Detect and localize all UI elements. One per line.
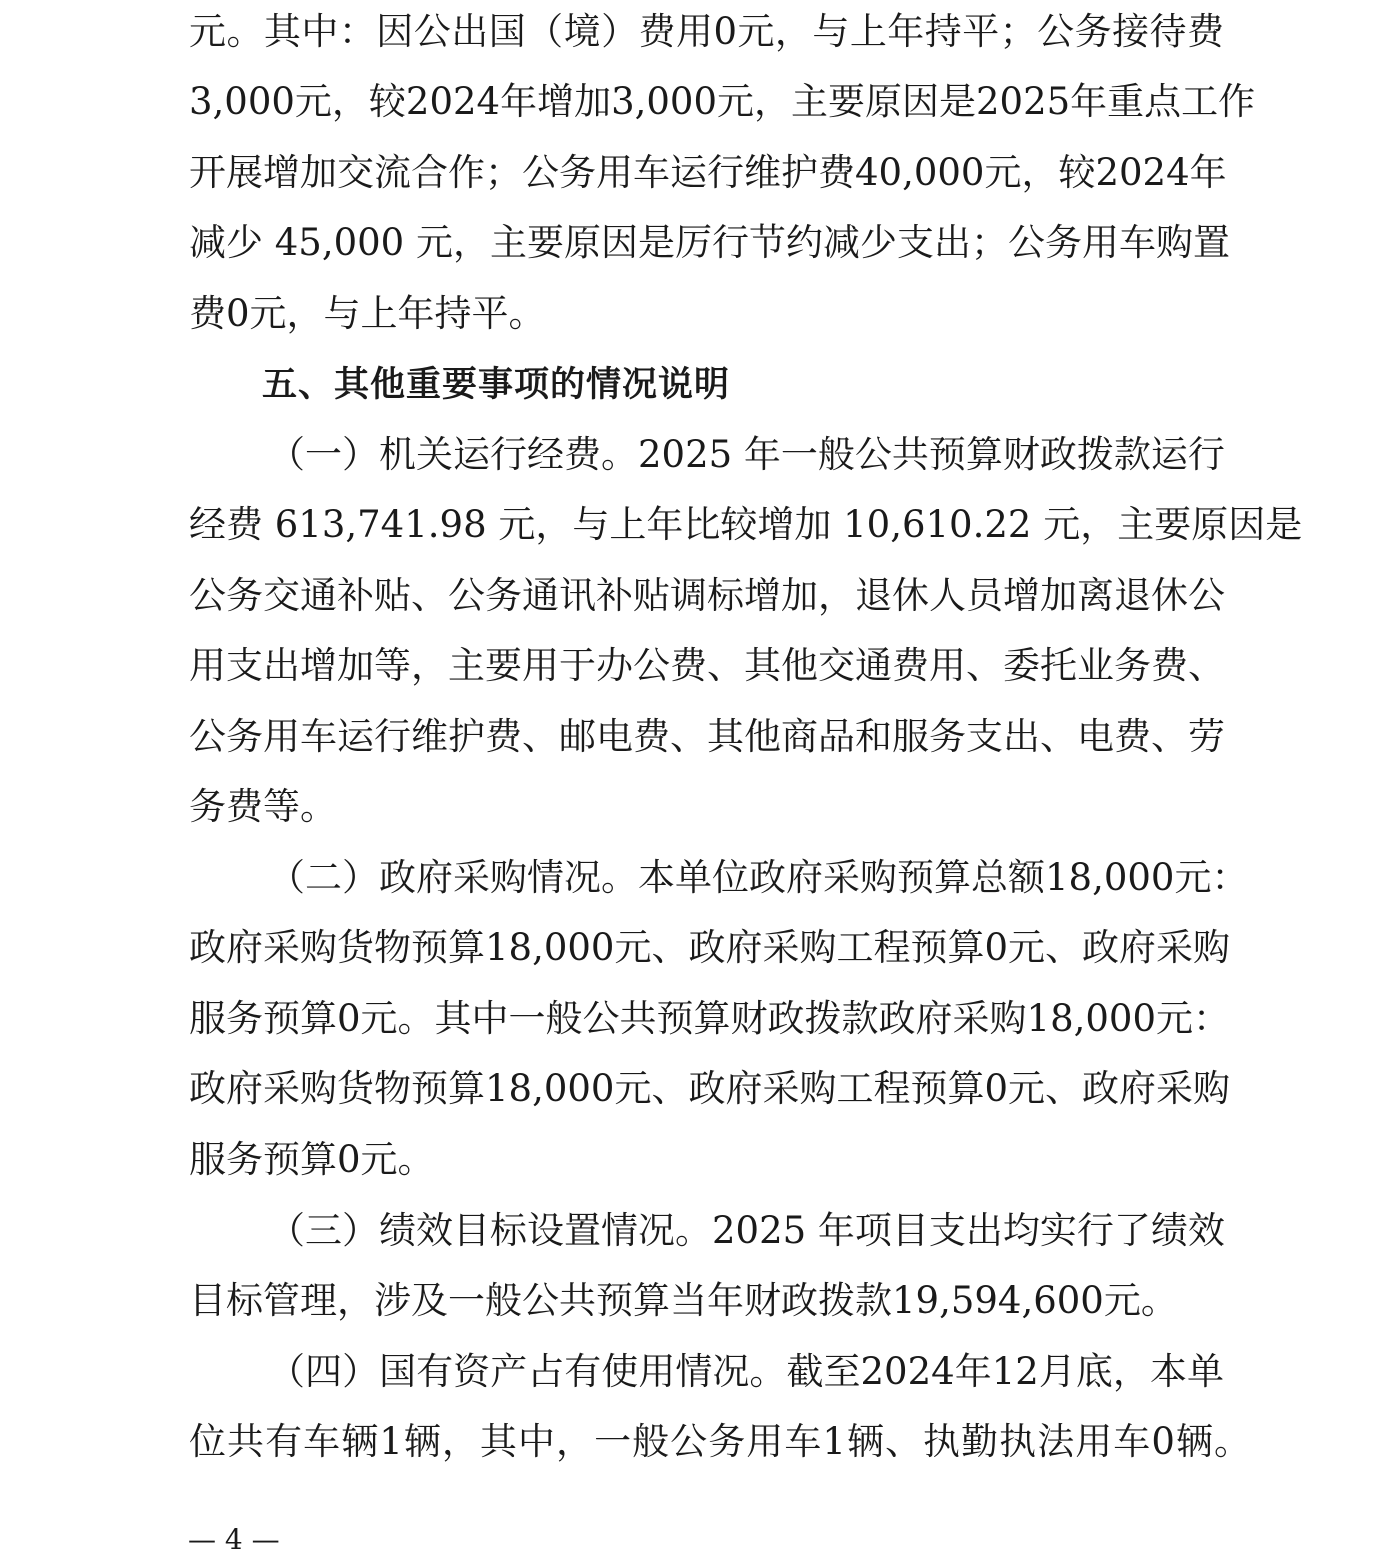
- paragraph-line: 3,000元，较2024年增加3,000元，主要原因是2025年重点工作: [189, 80, 1256, 123]
- paragraph-line: 务费等。: [189, 785, 337, 828]
- paragraph-line: 政府采购货物预算18,000元、政府采购工程预算0元、政府采购: [189, 1067, 1231, 1110]
- paragraph-line: 位共有车辆1辆，其中，一般公务用车1辆、执勤执法用车0辆。: [189, 1420, 1251, 1463]
- paragraph-line: 元。其中：因公出国（境）费用0元，与上年持平；公务接待费: [189, 10, 1224, 53]
- paragraph-line: （二）政府采购情况。本单位政府采购预算总额18,000元：: [268, 856, 1249, 899]
- paragraph-line: （一）机关运行经费。2025 年一般公共预算财政拨款运行: [268, 433, 1225, 476]
- paragraph-line: 开展增加交流合作；公务用车运行维护费40,000元，较2024年: [189, 151, 1227, 194]
- paragraph-line: 用支出增加等，主要用于办公费、其他交通费用、委托业务费、: [189, 644, 1225, 687]
- paragraph-line: 服务预算0元。其中一般公共预算财政拨款政府采购18,000元：: [189, 997, 1231, 1040]
- paragraph-line: 目标管理，涉及一般公共预算当年财政拨款19,594,600元。: [189, 1279, 1178, 1322]
- paragraph-line: 服务预算0元。: [189, 1138, 435, 1181]
- paragraph-line: （三）绩效目标设置情况。2025 年项目支出均实行了绩效: [268, 1209, 1225, 1252]
- page-number: — 4 —: [188, 1523, 280, 1556]
- paragraph-line: 费0元，与上年持平。: [189, 292, 546, 335]
- paragraph-line: 减少 45,000 元，主要原因是厉行节约减少支出；公务用车购置: [189, 221, 1230, 264]
- section-heading: 五、其他重要事项的情况说明: [262, 365, 731, 405]
- paragraph-line: （四）国有资产占有使用情况。截至2024年12月底，本单: [268, 1350, 1224, 1393]
- paragraph-line: 公务交通补贴、公务通讯补贴调标增加，退休人员增加离退休公: [189, 574, 1225, 617]
- paragraph-line: 公务用车运行维护费、邮电费、其他商品和服务支出、电费、劳: [189, 715, 1225, 758]
- paragraph-line: 政府采购货物预算18,000元、政府采购工程预算0元、政府采购: [189, 926, 1231, 969]
- paragraph-line: 经费 613,741.98 元，与上年比较增加 10,610.22 元，主要原因是: [189, 503, 1303, 546]
